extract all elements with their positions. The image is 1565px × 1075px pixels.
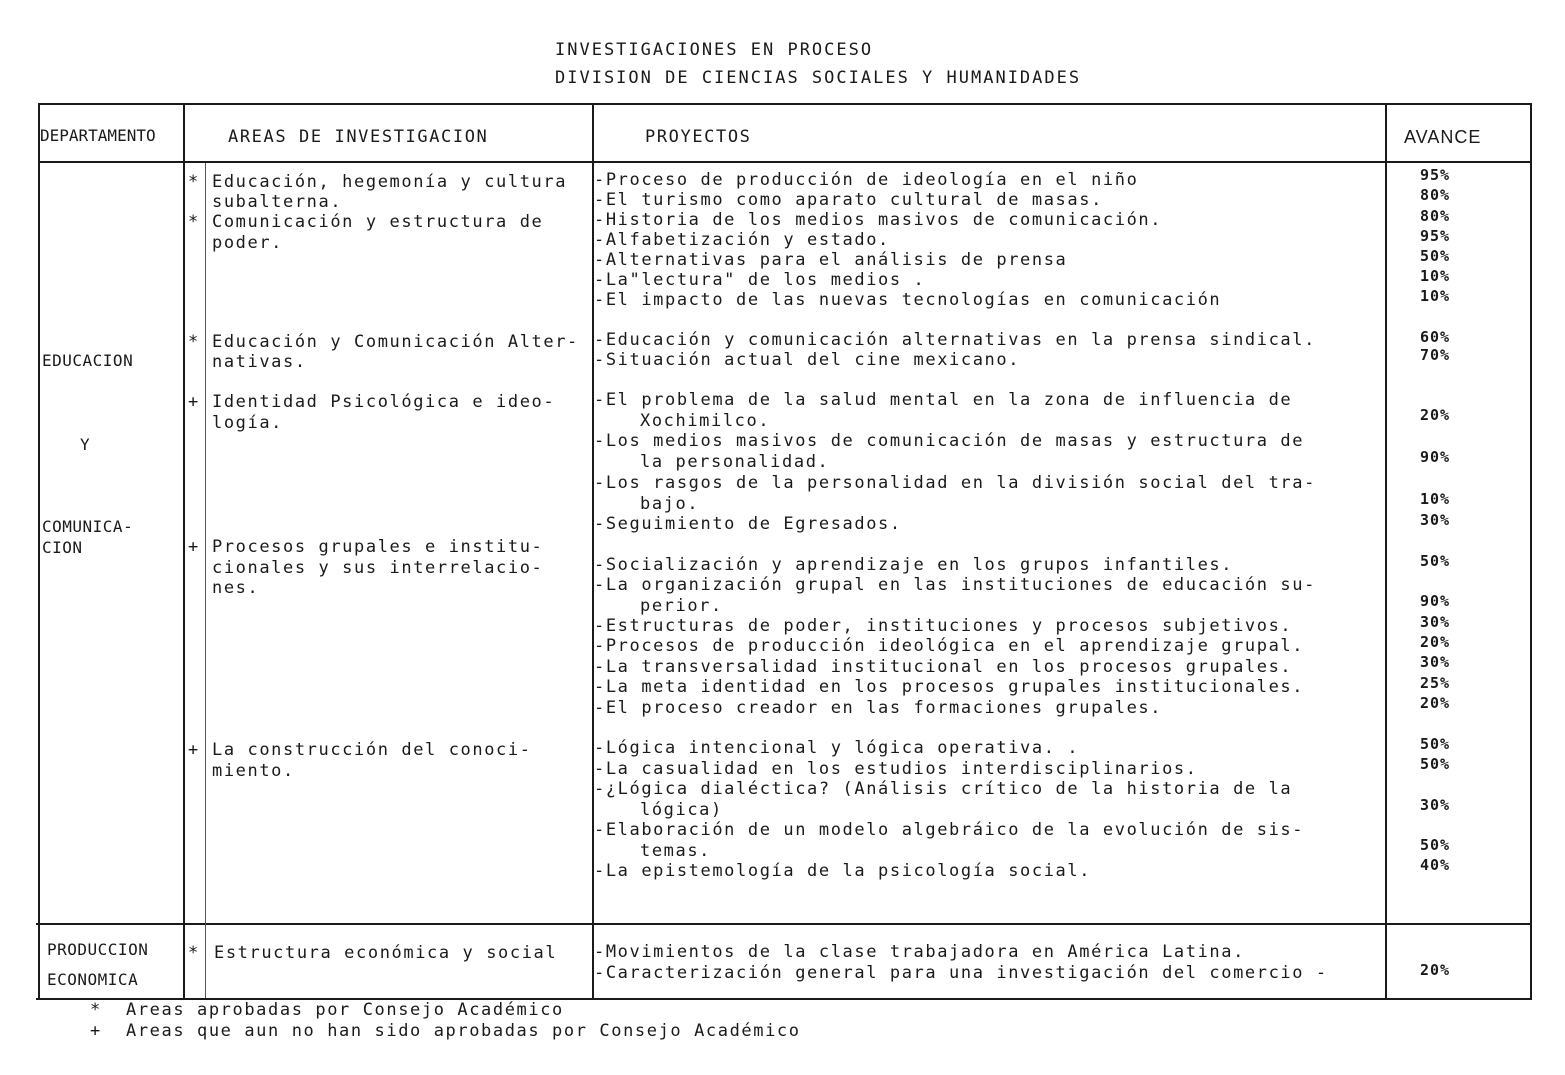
avance-value: 90% <box>1419 448 1451 466</box>
project-line-cont: lógica) <box>640 800 723 820</box>
footnote-mark: * <box>90 1000 102 1020</box>
project-line-cont: perior. <box>640 596 723 616</box>
header-areas: AREAS DE INVESTIGACION <box>228 127 489 147</box>
avance-value: 20% <box>1419 633 1451 651</box>
avance-value: 80% <box>1419 207 1451 225</box>
project-line: -Socialización y aprendizaje en los grupos infantiles. <box>594 555 1234 575</box>
avance-value: 20% <box>1419 961 1451 979</box>
avance-value: 30% <box>1419 796 1451 814</box>
dept-educacion-l1: EDUCACION <box>42 351 134 370</box>
avance-value: 50% <box>1419 552 1451 570</box>
project-line: -Elaboración de un modelo algebráico de la evolución de sis- <box>594 820 1305 840</box>
project-line: -Estructuras de poder, instituciones y procesos subjetivos. <box>594 616 1293 636</box>
area-text: Identidad Psicológica e ideo- <box>212 392 556 412</box>
project-line: -Situación actual del cine mexicano. <box>594 350 1021 370</box>
area-text: Comunicación y estructura de <box>212 212 544 232</box>
project-line: -¿Lógica dialéctica? (Análisis crítico de la historia de la <box>594 779 1293 799</box>
dept-produccion-l1: PRODUCCION <box>47 940 149 959</box>
area-mark: + <box>188 740 200 760</box>
avance-value: 70% <box>1419 346 1451 364</box>
avance-value: 25% <box>1419 674 1451 692</box>
area-mark: * <box>188 212 200 232</box>
avance-value: 10% <box>1419 287 1451 305</box>
area-mark: + <box>188 537 200 557</box>
title-line-1: INVESTIGACIONES EN PROCESO <box>555 40 874 60</box>
col-divider-3 <box>1385 103 1387 1000</box>
avance-value: 30% <box>1419 653 1451 671</box>
project-line: -Procesos de producción ideológica en el aprendizaje grupal. <box>594 636 1305 656</box>
avance-value: 50% <box>1419 755 1451 773</box>
footnote-mark: + <box>90 1021 102 1041</box>
project-line-cont: bajo. <box>640 494 700 514</box>
avance-value: 20% <box>1419 406 1451 424</box>
project-line-cont: Xochimilco. <box>640 411 771 431</box>
avance-value: 50% <box>1419 247 1451 265</box>
area-text: miento. <box>212 761 295 781</box>
project-line: -Historia de los medios masivos de comunicación. <box>594 210 1163 230</box>
header-departamento: DEPARTAMENTO <box>40 126 156 145</box>
area-text: nativas. <box>212 352 307 372</box>
area-mark: + <box>188 392 200 412</box>
project-line: -Alfabetización y estado. <box>594 230 890 250</box>
avance-value: 50% <box>1419 836 1451 854</box>
project-line: -La meta identidad en los procesos grupales institucionales. <box>594 677 1305 697</box>
project-line: -Seguimiento de Egresados. <box>594 514 902 534</box>
avance-value: 30% <box>1419 613 1451 631</box>
table-right-border <box>1530 103 1532 1000</box>
project-line: -Caracterización general para una investigación del comercio - <box>594 963 1328 983</box>
project-line: -La organización grupal en las instituciones de educación su- <box>594 575 1316 595</box>
title-line-2: DIVISION DE CIENCIAS SOCIALES Y HUMANIDADES <box>555 68 1082 88</box>
area-text: logía. <box>212 413 284 433</box>
project-line: -Proceso de producción de ideología en el niño <box>594 170 1139 190</box>
project-line: -El problema de la salud mental en la zona de influencia de <box>594 390 1293 410</box>
footnote-text: Areas que aun no han sido aprobadas por Consejo Académico <box>126 1021 801 1041</box>
table-left-border <box>38 103 40 1000</box>
dept-produccion-l2: ECONOMICA <box>47 970 139 989</box>
project-line: -La casualidad en los estudios interdisciplinarios. <box>594 759 1198 779</box>
area-text: La construcción del conoci- <box>212 740 532 760</box>
col-divider-1 <box>183 103 185 1000</box>
area-text: Estructura económica y social <box>214 943 558 963</box>
project-line: -El proceso creador en las formaciones grupales. <box>594 698 1163 718</box>
project-line: -La transversalidad institucional en los procesos grupales. <box>594 657 1293 677</box>
section-divider <box>36 923 1532 925</box>
area-text: Educación y Comunicación Alter- <box>212 332 579 352</box>
avance-value: 60% <box>1419 328 1451 346</box>
avance-value: 95% <box>1419 227 1451 245</box>
area-mark: * <box>188 172 200 192</box>
project-line: -Educación y comunicación alternativas en la prensa sindical. <box>594 330 1316 350</box>
footnote-text: Areas aprobadas por Consejo Académico <box>126 1000 564 1020</box>
area-text: subalterna. <box>212 192 343 212</box>
avance-value: 20% <box>1419 694 1451 712</box>
table-top-border <box>38 103 1532 105</box>
header-avance: AVANCE <box>1404 127 1482 147</box>
header-bottom-border <box>38 161 1532 163</box>
col-mark-divider <box>205 163 206 998</box>
project-line-cont: la personalidad. <box>640 452 830 472</box>
project-line: -La epistemología de la psicología social. <box>594 861 1092 881</box>
avance-value: 80% <box>1419 186 1451 204</box>
project-line: -Alternativas para el análisis de prensa <box>594 250 1068 270</box>
dept-educacion-l3: COMUNICA- <box>42 517 134 536</box>
area-mark: * <box>188 332 200 352</box>
project-line: -Los rasgos de la personalidad en la división social del tra- <box>594 473 1316 493</box>
project-line: -La"lectura" de los medios . <box>594 270 926 290</box>
project-line-cont: temas. <box>640 841 712 861</box>
avance-value: 90% <box>1419 592 1451 610</box>
area-text: nes. <box>212 578 260 598</box>
avance-value: 50% <box>1419 735 1451 753</box>
project-line: -El impacto de las nuevas tecnologías en comunicación <box>594 290 1222 310</box>
project-line: -Los medios masivos de comunicación de masas y estructura de <box>594 431 1305 451</box>
area-text: cionales y sus interrelacio- <box>212 558 544 578</box>
project-line: -El turismo como aparato cultural de masas. <box>594 190 1103 210</box>
area-text: poder. <box>212 233 284 253</box>
area-mark: * <box>188 943 200 963</box>
dept-educacion-l2: Y <box>80 435 92 454</box>
project-line: -Lógica intencional y lógica operativa. . <box>594 738 1080 758</box>
avance-value: 30% <box>1419 511 1451 529</box>
avance-value: 40% <box>1419 856 1451 874</box>
project-line: -Movimientos de la clase trabajadora en América Latina. <box>594 942 1245 962</box>
area-text: Educación, hegemonía y cultura <box>212 172 568 192</box>
header-proyectos: PROYECTOS <box>645 127 752 147</box>
dept-educacion-l4: CION <box>42 538 83 557</box>
avance-value: 95% <box>1419 166 1451 184</box>
avance-value: 10% <box>1419 267 1451 285</box>
area-text: Procesos grupales e institu- <box>212 537 544 557</box>
avance-value: 10% <box>1419 490 1451 508</box>
